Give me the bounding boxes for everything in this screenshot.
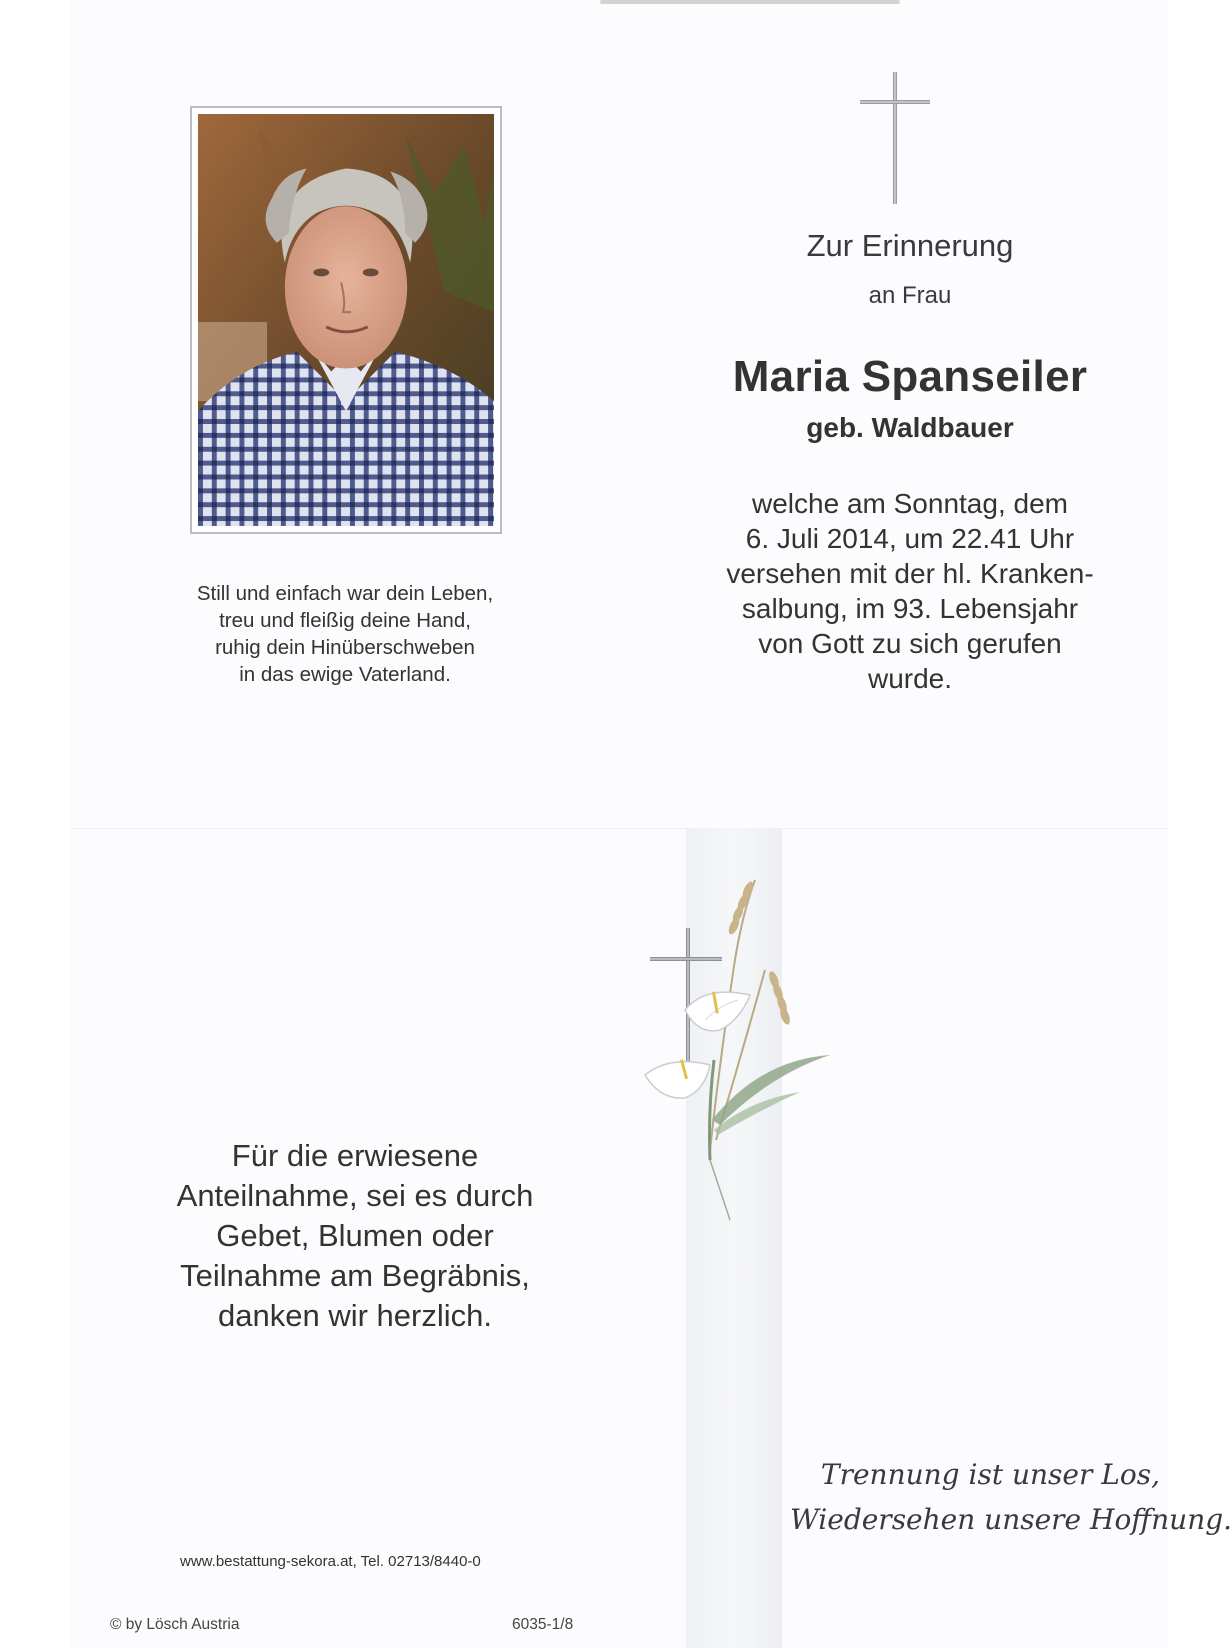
death-notice-line: salbung, im 93. Lebensjahr: [741, 593, 1079, 624]
portrait-frame: [190, 106, 502, 534]
verse-line: ruhig dein Hinüberschweben: [215, 636, 475, 659]
motto-line: Trennung ist unser Los,: [820, 1458, 1160, 1491]
salutation: an Frau: [868, 282, 952, 309]
memory-heading: Zur Erinnerung: [806, 228, 1014, 263]
thanks-line: Gebet, Blumen oder: [216, 1218, 494, 1253]
thanks-text: [130, 1136, 580, 1336]
death-notice-line: 6. Juli 2014, um 22.41 Uhr: [745, 523, 1075, 554]
motto-line: Wiedersehen unsere Hoffnung.: [790, 1503, 1232, 1536]
cross-lily-wheat-icon: [650, 860, 850, 1230]
thanks-line: Anteilnahme, sei es durch: [176, 1178, 534, 1213]
death-notice-line: von Gott zu sich gerufen: [758, 628, 1062, 659]
thanks-line: danken wir herzlich.: [218, 1298, 492, 1333]
verse-line: treu und fleißig deine Hand,: [219, 609, 471, 632]
death-notice-line: welche am Sonntag, dem: [752, 488, 1068, 519]
thanks-line: Für die erwiesene: [231, 1138, 479, 1173]
scan-edge: [600, 0, 900, 4]
cross-icon: [860, 72, 930, 204]
verse-line: Still und einfach war dein Leben,: [196, 582, 494, 605]
verse-line: in das ewige Vaterland.: [239, 663, 451, 686]
death-notice-line: versehen mit der hl. Kranken-: [726, 558, 1094, 589]
death-notice: [660, 486, 1160, 696]
thanks-line: Teilnahme am Begräbnis,: [180, 1258, 530, 1293]
fold-line: [70, 828, 1168, 829]
copyright-notice: © by Lösch Austria: [110, 1616, 240, 1633]
product-code: 6035-1/8: [512, 1616, 574, 1633]
deceased-name: Maria Spanseiler: [732, 352, 1088, 401]
birth-name: geb. Waldbauer: [806, 412, 1014, 443]
portrait-photo: [198, 114, 494, 526]
death-notice-line: wurde.: [867, 663, 953, 694]
motto-text: [790, 1452, 1232, 1542]
funeral-home-contact: www.bestattung-sekora.at, Tel. 02713/8440-0: [180, 1553, 481, 1570]
memorial-verse: [150, 580, 540, 688]
